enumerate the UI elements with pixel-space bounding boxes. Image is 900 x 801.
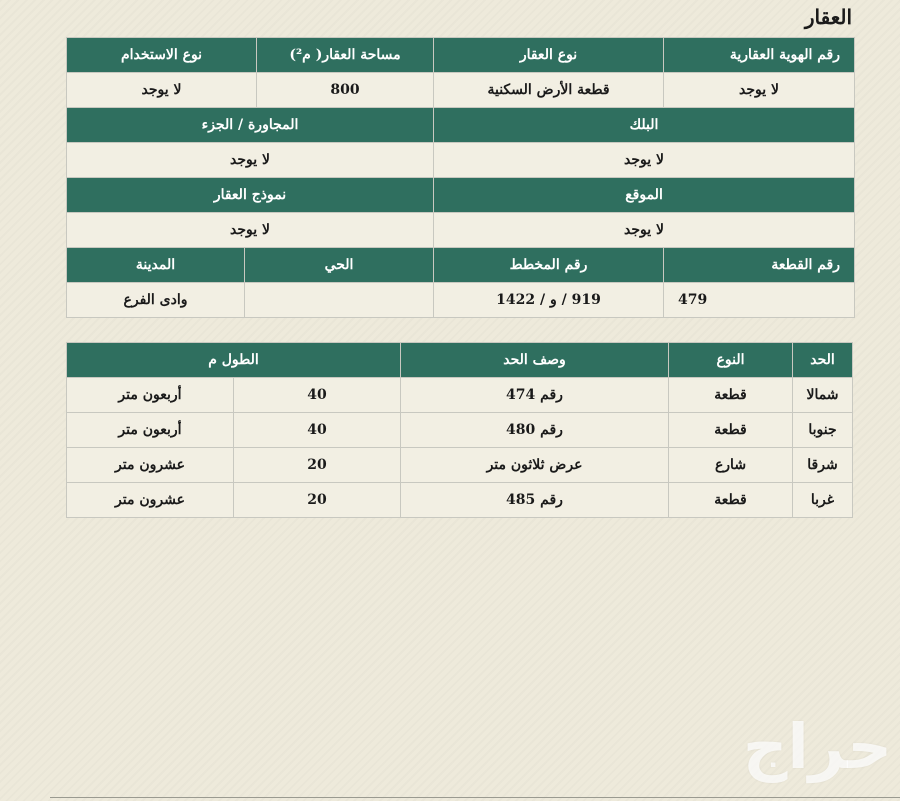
header-neighborhood-part: المجاورة / الجزء <box>67 108 434 143</box>
boundaries-table <box>66 342 853 518</box>
boundary-length-number: 20 <box>234 448 401 483</box>
value-property-model: لا يوجد <box>67 213 434 248</box>
boundary-description: رقم 480 <box>401 413 669 448</box>
boundary-type: قطعة <box>669 378 793 413</box>
table-row <box>67 483 853 518</box>
boundary-side: شرقا <box>793 448 853 483</box>
header-city: المدينة <box>67 248 245 283</box>
boundary-length-number: 40 <box>234 413 401 448</box>
boundary-description: رقم 485 <box>401 483 669 518</box>
header-usage-type: نوع الاستخدام <box>67 38 257 73</box>
value-property-area: 800 <box>257 73 434 108</box>
boundary-length-text: عشرون متر <box>67 448 234 483</box>
header-property-model: نموذج العقار <box>67 178 434 213</box>
boundary-length-text: عشرون متر <box>67 483 234 518</box>
haraj-watermark-logo: حراج <box>742 710 892 783</box>
header-boundary-length: الطول م <box>67 343 401 378</box>
boundary-length-number: 20 <box>234 483 401 518</box>
header-district: الحي <box>245 248 434 283</box>
boundary-description: عرض ثلاثون متر <box>401 448 669 483</box>
value-city: وادى الفرع <box>67 283 245 318</box>
value-usage-type: لا يوجد <box>67 73 257 108</box>
value-property-id: لا يوجد <box>664 73 855 108</box>
boundary-length-text: أربعون متر <box>67 378 234 413</box>
property-table <box>66 37 855 318</box>
table-row <box>67 413 853 448</box>
header-location: الموقع <box>434 178 855 213</box>
header-boundary-type: النوع <box>669 343 793 378</box>
boundary-side: شمالا <box>793 378 853 413</box>
footer-divider <box>50 797 900 798</box>
header-block: البلك <box>434 108 855 143</box>
header-plot-number: رقم القطعة <box>664 248 855 283</box>
header-property-type: نوع العقار <box>434 38 664 73</box>
value-plan-number: 919 / و / 1422 <box>434 283 664 318</box>
value-property-type: قطعة الأرض السكنية <box>434 73 664 108</box>
value-location: لا يوجد <box>434 213 855 248</box>
value-district <box>245 283 434 318</box>
value-block: لا يوجد <box>434 143 855 178</box>
boundary-length-text: أربعون متر <box>67 413 234 448</box>
boundary-description: رقم 474 <box>401 378 669 413</box>
boundary-type: قطعة <box>669 413 793 448</box>
header-plan-number: رقم المخطط <box>434 248 664 283</box>
table-row <box>67 448 853 483</box>
value-plot-number: 479 <box>664 283 855 318</box>
header-property-area: مساحة العقار( م²) <box>257 38 434 73</box>
header-boundary-side: الحد <box>793 343 853 378</box>
header-boundary-description: وصف الحد <box>401 343 669 378</box>
boundary-length-number: 40 <box>234 378 401 413</box>
table-row <box>67 378 853 413</box>
boundary-type: شارع <box>669 448 793 483</box>
boundary-type: قطعة <box>669 483 793 518</box>
header-property-id: رقم الهوية العقارية <box>664 38 855 73</box>
boundary-side: غربا <box>793 483 853 518</box>
section-title: العقار <box>804 5 852 29</box>
boundary-side: جنوبا <box>793 413 853 448</box>
value-neighborhood-part: لا يوجد <box>67 143 434 178</box>
